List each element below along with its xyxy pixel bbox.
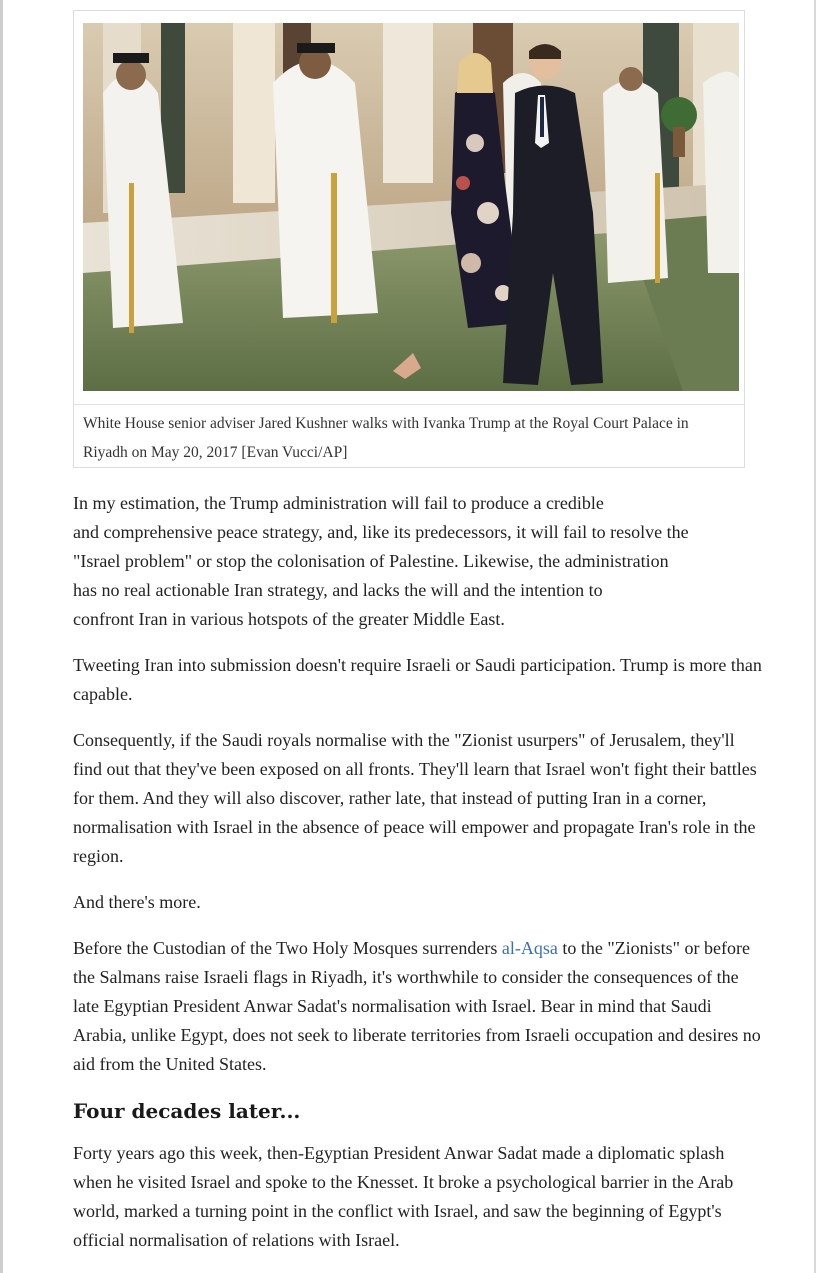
paragraph-1-line-5: confront Iran in various hotspots of the greater Middle East. bbox=[73, 609, 505, 629]
paragraph-5 bbox=[73, 934, 763, 1079]
paragraph-5-text-after-link: to the "Zionists" or before the Salmans raise Israeli flags in Riyadh, it's worthwhile to consider the consequences of the late Egyptian President Anwar Sadat's normalisation with Israel. Bear in mind that Saudi Arabia, unlike Egypt, does not seek to liberate territories from Israeli occupation and desires no aid from the United States. bbox=[73, 938, 761, 1074]
article-figure bbox=[73, 10, 745, 468]
article-body bbox=[73, 489, 763, 1272]
paragraph-1 bbox=[73, 489, 763, 634]
paragraph-6: Forty years ago this week, then-Egyptian President Anwar Sadat made a diplomatic splash when he visited Israel and spoke to the Knesset. It broke a psychological barrier in the Arab world, marked a turning point in the conflict with Israel, and saw the beginning of Egypt's official normalisation of relations with Israel. bbox=[73, 1143, 734, 1250]
caption-divider bbox=[74, 404, 744, 405]
paragraph-1-line-4: has no real actionable Iran strategy, and lacks the will and the intention to bbox=[73, 580, 603, 600]
al-aqsa-link[interactable]: al-Aqsa bbox=[501, 938, 558, 958]
figure-caption: White House senior adviser Jared Kushner walks with Ivanka Trump at the Royal Court Palace in Riyadh on May 20, 2017 [Evan Vucci/AP] bbox=[83, 415, 689, 461]
paragraph-5-text-before-link: Before the Custodian of the Two Holy Mosques surrenders bbox=[73, 938, 502, 958]
paragraph-4: And there's more. bbox=[73, 892, 201, 912]
paragraph-2: Tweeting Iran into submission doesn't require Israeli or Saudi participation. Trump is more than capable. bbox=[73, 655, 762, 704]
page-left-border bbox=[0, 0, 3, 1273]
paragraph-3: Consequently, if the Saudi royals normalise with the "Zionist usurpers" of Jerusalem, they'll find out that they've been exposed on all fronts. They'll learn that Israel won't fight their battles for them. And they will also discover, rather late, that instead of putting Iran in a corner, normalisation with Israel in the absence of peace will empower and propagate Iran's role in the region. bbox=[73, 730, 757, 866]
section-heading: Four decades later... bbox=[73, 1099, 301, 1123]
paragraph-1-line-3: "Israel problem" or stop the colonisation of Palestine. Likewise, the administration bbox=[73, 551, 669, 571]
paragraph-1-line-1: In my estimation, the Trump administration will fail to produce a credible bbox=[73, 493, 604, 513]
paragraph-1-line-2: and comprehensive peace strategy, and, like its predecessors, it will fail to resolve the bbox=[73, 522, 689, 542]
article-photo bbox=[83, 23, 739, 391]
